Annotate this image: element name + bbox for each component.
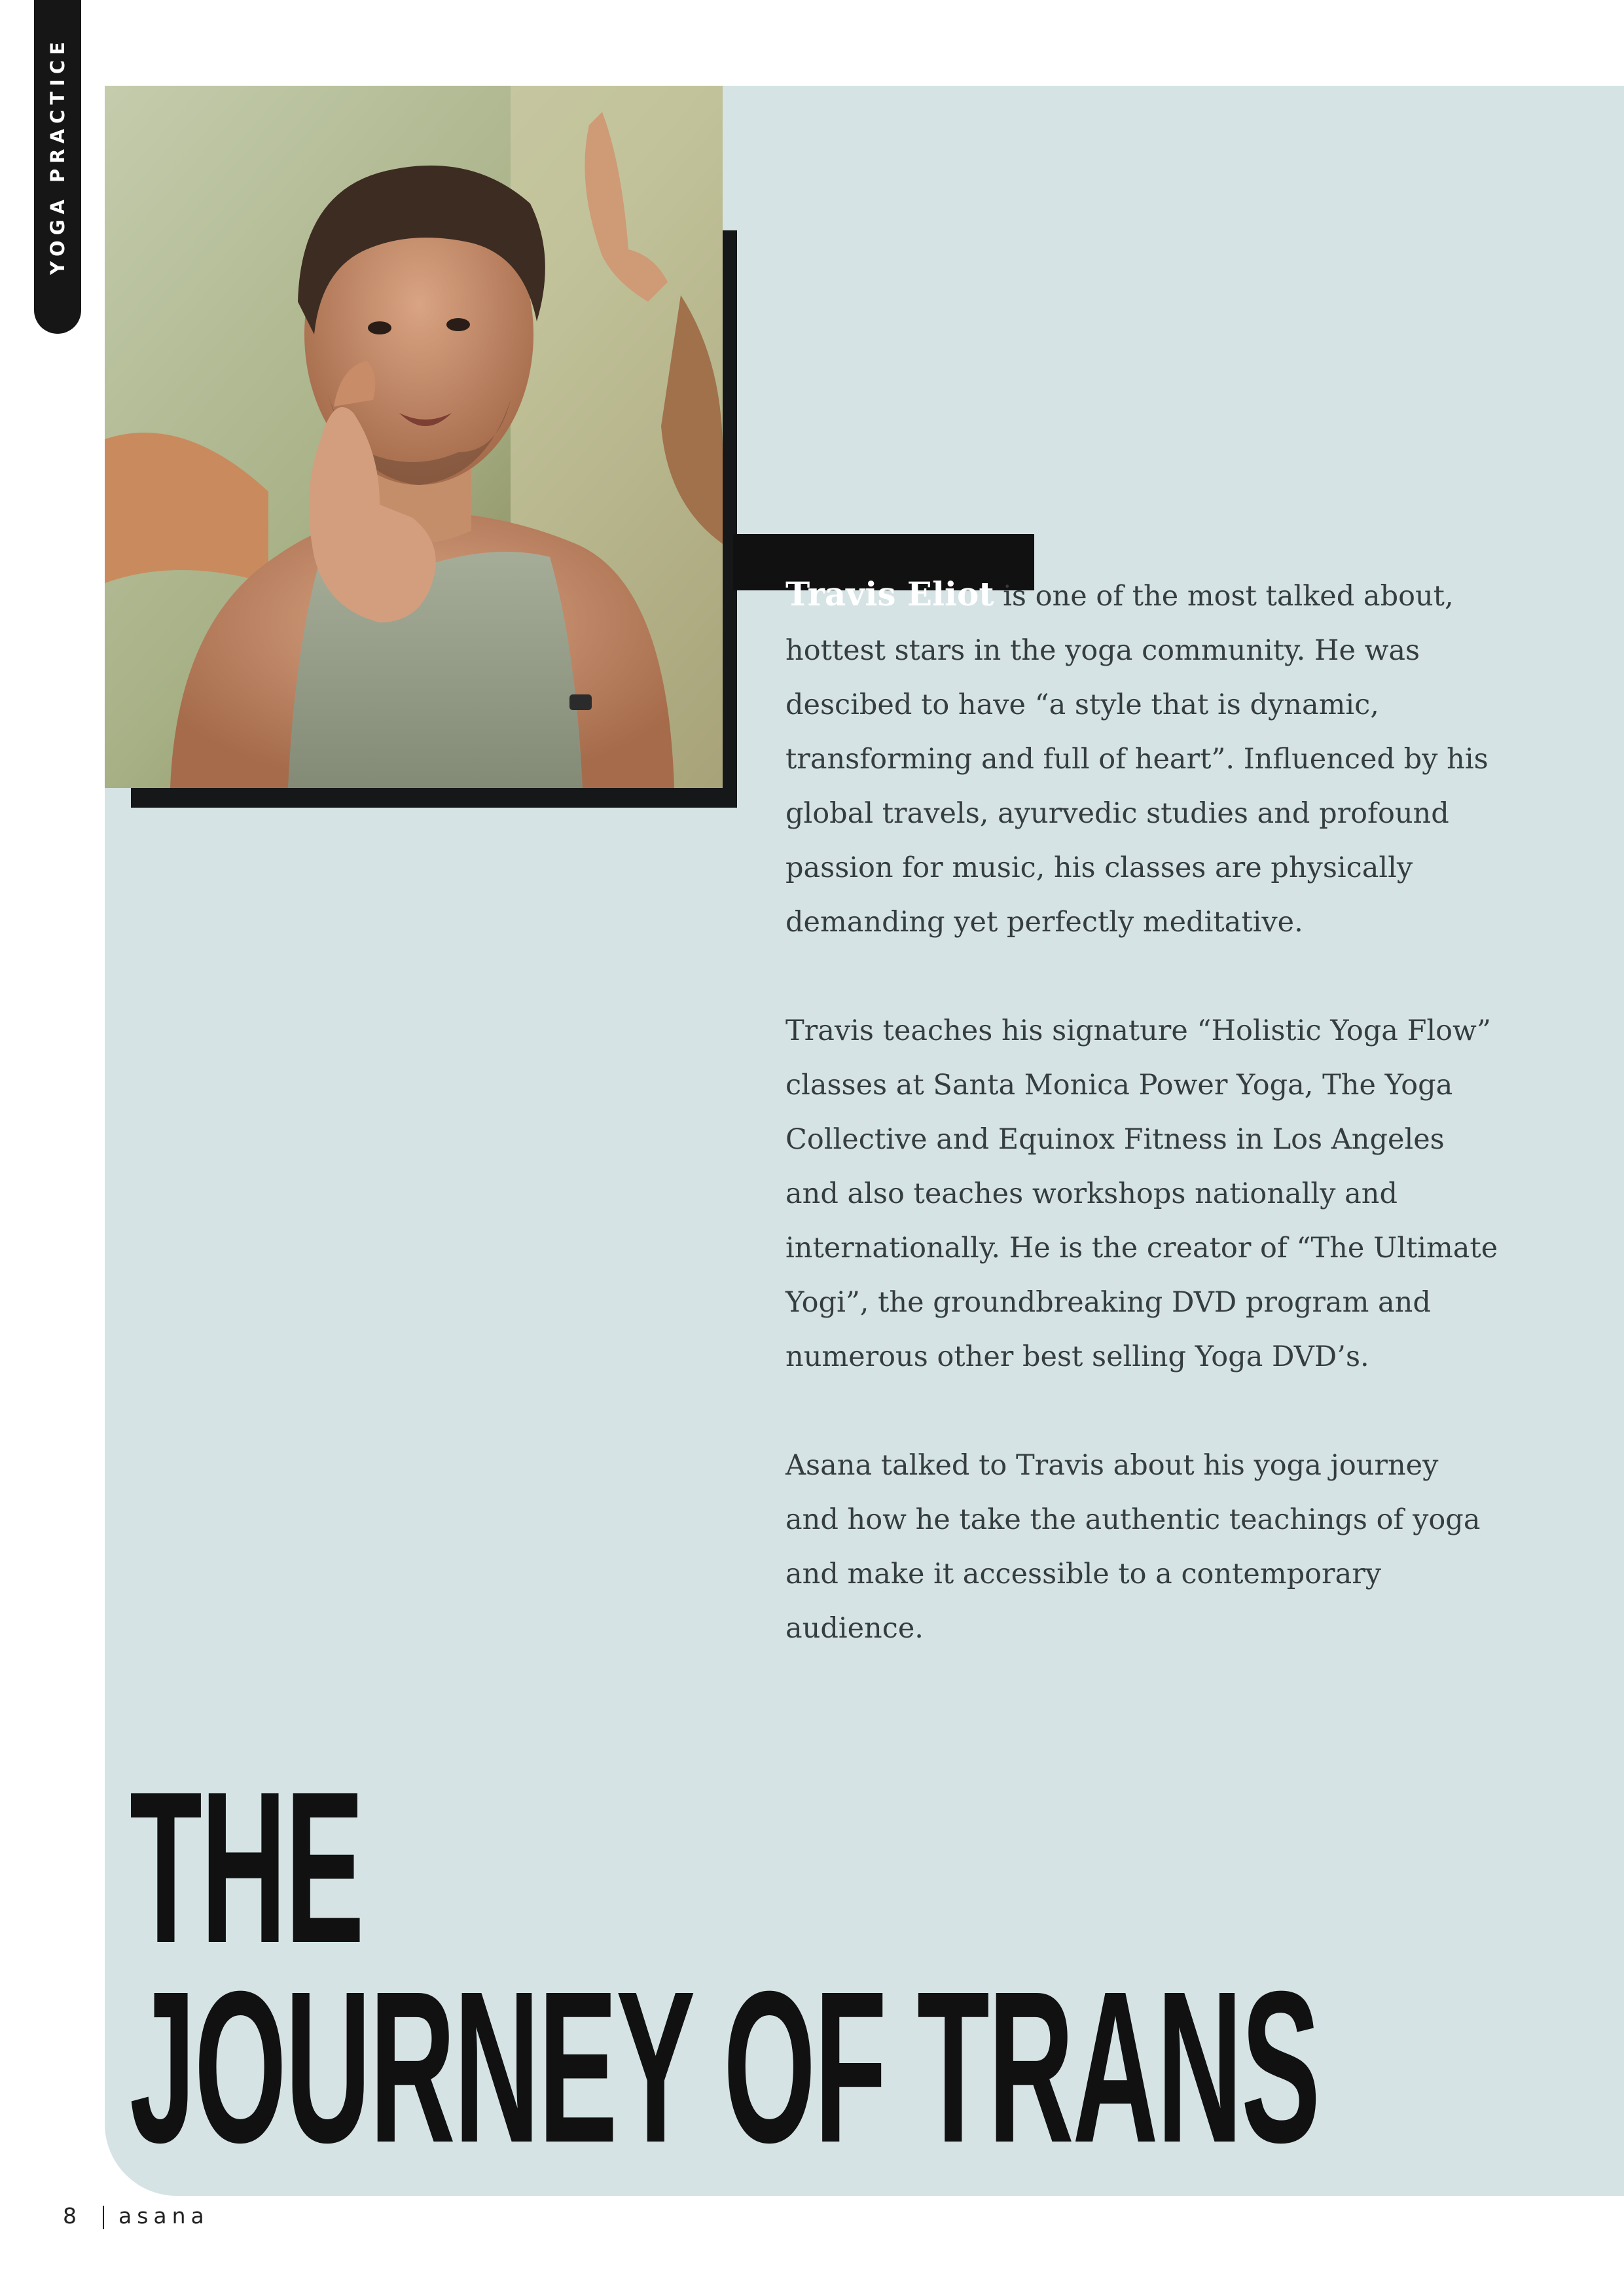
portrait-illustration xyxy=(105,86,723,788)
headline-line-2: JOURNEY OF TRANS xyxy=(130,1946,1320,2187)
paragraph-2: Travis teaches his signature “Holistic Yoga Flow” classes at Santa Monica Power Yoga, The Yoga Collective and Equinox Fitness in Los Angeles and also teaches workshops nationally and internationally. He is the creator of “The Ultimate Yogi”, the groundbreaking DVD program and numerous other best selling Yoga DVD’s. xyxy=(785,1014,1498,1373)
page-number: 8 xyxy=(63,2203,77,2229)
lead-name: Travis Eliot xyxy=(785,575,994,613)
magazine-name: asana xyxy=(118,2203,209,2229)
lead-paragraph xyxy=(785,567,1499,950)
footer-divider xyxy=(103,2206,104,2229)
page-footer xyxy=(63,2203,209,2229)
portrait-photo xyxy=(105,86,723,788)
section-tab xyxy=(34,0,81,334)
headline xyxy=(130,1767,1624,2225)
paragraph-3: Asana talked to Travis about his yoga journey and how he take the authentic teachings of yoga and make it accessible to a contemporary audience. xyxy=(785,1449,1481,1645)
article-body xyxy=(785,567,1499,1710)
headline-line-1: THE xyxy=(130,1767,363,1988)
section-tab-label: YOGA PRACTICE xyxy=(46,37,69,275)
lead-paragraph-text: is one of the most talked about, hottest stars in the yoga community. He was descibed to have “a style that is dynamic, transforming and full of heart”. Influenced by his global travels, ayurvedic studies and profound passion for music, his classes are physically demanding yet perfectly meditative. xyxy=(785,580,1489,939)
